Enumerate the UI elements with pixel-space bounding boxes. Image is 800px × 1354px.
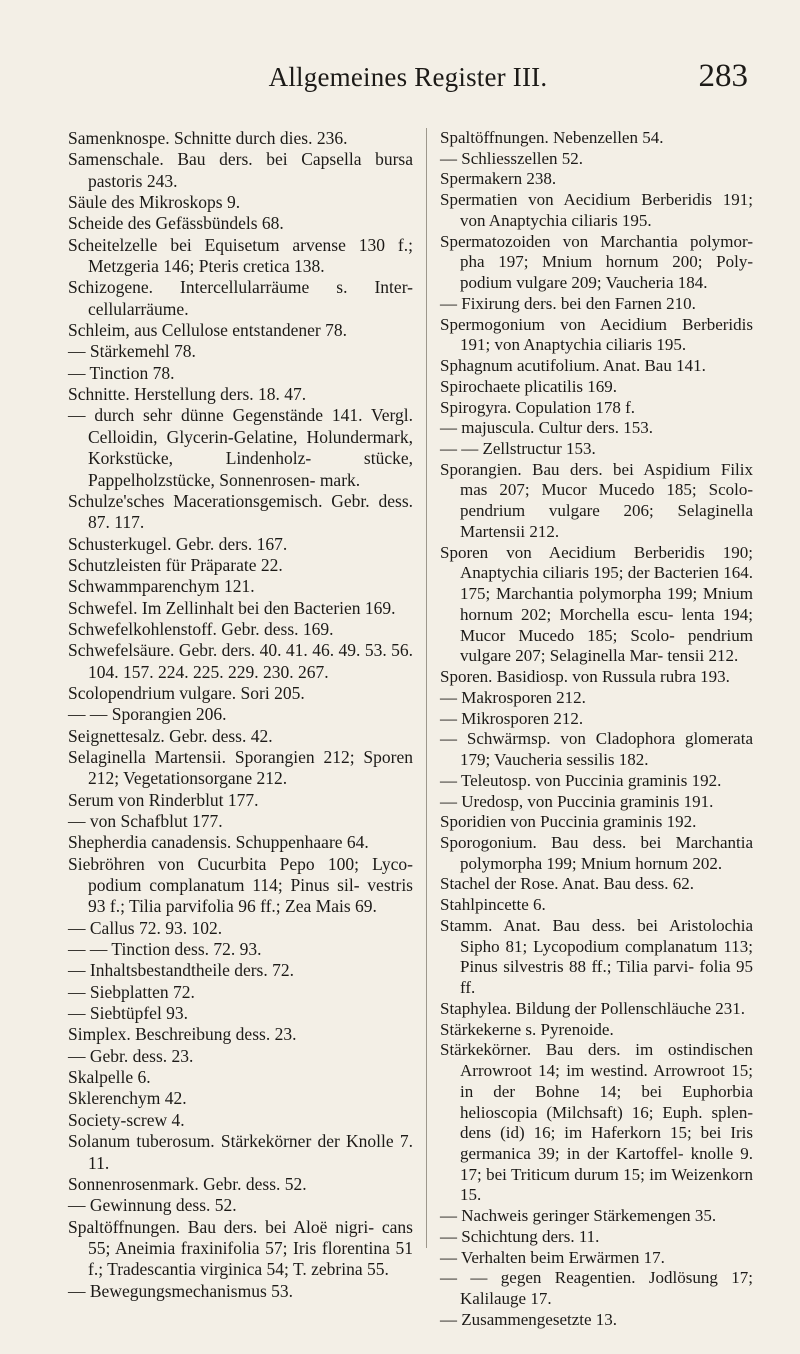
index-entry: — Callus 72. 93. 102. <box>68 917 223 938</box>
index-entry: Sporen von Aecidium Berberidis 190; Anaptychia ciliaris 195; der Bacterien 164. 175; Marchantia polymorpha 199; Mnium hornum 202; Morchella escu- lenta 194; Mucor Mucedo 185; Scolo- pendrium vulgare 207; Selaginella Mar- tensii 212. <box>440 542 753 666</box>
index-entry: Scheide des Gefässbündels 68. <box>68 213 284 234</box>
index-entry: — Zusammengesetzte 13. <box>440 1309 618 1329</box>
index-entry: — — Tinction dess. 72. 93. <box>68 939 262 960</box>
index-entry: Sporangien. Bau ders. bei Aspidium Filix mas 207; Mucor Mucedo 185; Scolo- pendrium vulgare 206; Selaginella Martensii 212. <box>440 459 753 541</box>
index-entry: Stärkekörner. Bau ders. im ostindischen Arrowroot 14; im westind. Arrowroot 15; in der Bohne 14; bei Euphorbia helioscopia (Milchsaft) 16; Euph. splen- dens (id) 16; im Haferkorn 15; bei Iris germanica 39; in der Kartoffel- knolle 9. 17; bei Triticum durum 15; im Weizenkorn 15. <box>440 1040 753 1205</box>
column-divider <box>426 128 427 1248</box>
index-entry: Spermakern 238. <box>440 169 557 189</box>
index-entry: Sporogonium. Bau dess. bei Marchantia polymorpha 199; Mnium hornum 202. <box>440 832 753 873</box>
index-entry: Schwefelsäure. Gebr. ders. 40. 41. 46. 49. 53. 56. 104. 157. 224. 225. 229. 230. 267. <box>68 640 413 682</box>
index-entry: — Siebplatten 72. <box>68 981 195 1002</box>
index-entry: — Siebtüpfel 93. <box>68 1003 189 1024</box>
index-entry: — Schichtung ders. 11. <box>440 1226 600 1246</box>
index-entry: — Schwärmsp. von Cladophora glomerata 179; Vaucheria sessilis 182. <box>440 729 753 770</box>
index-entry: Spaltöffnungen. Bau ders. bei Aloë nigri- cans 55; Aneimia fraxinifolia 57; Iris florentina 51 f.; Tradescantia virginica 54; T. zebrina 55. <box>68 1216 413 1280</box>
index-entry: Schwefel. Im Zellinhalt bei den Bacterien 169. <box>68 597 396 618</box>
index-entry: Schulze'sches Macerationsgemisch. Gebr. dess. 87. 117. <box>68 490 413 533</box>
index-entry: Schutzleisten für Präparate 22. <box>68 554 283 575</box>
index-entry: — Inhaltsbestandtheile ders. 72. <box>68 960 294 981</box>
index-entry: Schizogene. Intercellularräume s. Inter- cellularräume. <box>68 277 413 319</box>
index-entry: Scolopendrium vulgare. Sori 205. <box>68 682 305 703</box>
index-column-left <box>68 128 413 1302</box>
index-entry: Sphagnum acutifolium. Anat. Bau 141. <box>440 356 706 376</box>
index-entry: Spirochaete plicatilis 169. <box>440 376 618 396</box>
index-entry: Spermogonium von Aecidium Berberidis 191; von Anaptychia ciliaris 195. <box>440 314 753 355</box>
index-entry: — — gegen Reagentien. Jodlösung 17; Kalilauge 17. <box>440 1268 753 1309</box>
index-entry: Selaginella Martensii. Sporangien 212; Sporen 212; Vegetationsorgane 212. <box>68 746 413 789</box>
index-entry: Simplex. Beschreibung dess. 23. <box>68 1024 297 1045</box>
index-entry: Skalpelle 6. <box>68 1067 151 1088</box>
page-header <box>68 58 748 98</box>
index-entry: Society-screw 4. <box>68 1109 185 1130</box>
index-entry: — Uredosp, von Puccinia graminis 191. <box>440 791 714 811</box>
index-entry: Spaltöffnungen. Nebenzellen 54. <box>440 128 664 147</box>
index-entry: Schleim, aus Cellulose entstandener 78. <box>68 320 347 341</box>
index-entry: — durch sehr dünne Gegenstände 141. Vergl. Celloidin, Glycerin-Gelatine, Holundermark, Korkstücke, Lindenholz- stücke, Pappelholzstücke, Sonnenrosen- mark. <box>68 405 413 490</box>
index-entry: Samenschale. Bau ders. bei Capsella bursa pastoris 243. <box>68 149 413 191</box>
index-entry: Sporen. Basidiosp. von Russula rubra 193. <box>440 667 730 687</box>
index-entry: Spermatien von Aecidium Berberidis 191; von Anaptychia ciliaris 195. <box>440 190 753 230</box>
index-entry: Seignettesalz. Gebr. dess. 42. <box>68 725 273 746</box>
index-entry: Schwefelkohlenstoff. Gebr. dess. 169. <box>68 618 334 639</box>
index-entry: Schwammparenchym 121. <box>68 576 255 597</box>
index-entry: Siebröhren von Cucurbita Pepo 100; Lyco- podium complanatum 114; Pinus sil- vestris 93 f.; Tilia parvifolia 96 ff.; Zea Mais 69. <box>68 853 413 917</box>
index-entry: — Mikrosporen 212. <box>440 708 584 728</box>
index-entry: Spirogyra. Copulation 178 f. <box>440 397 636 417</box>
index-entry: Schnitte. Herstellung ders. 18. 47. <box>68 384 307 405</box>
index-entry: Staphylea. Bildung der Pollenschläuche 231. <box>440 998 745 1018</box>
index-entry: — Stärkemehl 78. <box>68 341 196 362</box>
index-entry: Scheitelzelle bei Equisetum arvense 130 f.; Metzgeria 146; Pteris cretica 138. <box>68 234 413 277</box>
index-entry: — — Zellstructur 153. <box>440 439 596 459</box>
index-entry: Sklerenchym 42. <box>68 1088 187 1109</box>
running-title: Allgemeines Register III. <box>268 62 548 92</box>
index-entry: — Tinction 78. <box>68 362 175 383</box>
index-entry: Serum von Rinderblut 177. <box>68 789 259 810</box>
index-entry: Schusterkugel. Gebr. ders. 167. <box>68 533 288 554</box>
index-column-right <box>440 128 753 1331</box>
index-entry: — Bewegungsmechanismus 53. <box>68 1280 294 1301</box>
index-entry: — Makrosporen 212. <box>440 687 586 707</box>
index-entry: Sporidien von Puccinia graminis 192. <box>440 812 697 832</box>
index-entry: Sonnenrosenmark. Gebr. dess. 52. <box>68 1173 307 1194</box>
index-entry: Spermatozoiden von Marchantia polymor- pha 197; Mnium hornum 200; Poly- podium vulgare 209; Vaucheria 184. <box>440 231 753 293</box>
index-entry: — Nachweis geringer Stärkemengen 35. <box>440 1206 717 1226</box>
index-entry: — Verhalten beim Erwärmen 17. <box>440 1247 665 1267</box>
index-entry: — Teleutosp. von Puccinia graminis 192. <box>440 770 722 790</box>
page-number: 283 <box>698 58 748 94</box>
index-entry: — majuscula. Cultur ders. 153. <box>440 418 653 438</box>
index-entry: Stärkekerne s. Pyrenoide. <box>440 1019 614 1039</box>
index-entry: — Gebr. dess. 23. <box>68 1045 194 1066</box>
index-entry: — Fixirung ders. bei den Farnen 210. <box>440 293 696 313</box>
index-entry: Stahlpincette 6. <box>440 895 546 915</box>
index-entry: Shepherdia canadensis. Schuppenhaare 64. <box>68 832 369 853</box>
index-entry: Stachel der Rose. Anat. Bau dess. 62. <box>440 874 695 894</box>
index-entry: — — Sporangien 206. <box>68 704 227 725</box>
index-entry: — Gewinnung dess. 52. <box>68 1195 237 1216</box>
index-entry: — von Schafblut 177. <box>68 811 223 831</box>
index-entry: — Schliesszellen 52. <box>440 148 584 168</box>
index-entry: Stamm. Anat. Bau dess. bei Aristolochia Sipho 81; Lycopodium complanatum 113; Pinus silvestris 88 ff.; Tilia parvi- folia 95 ff. <box>440 915 753 998</box>
index-entry: Solanum tuberosum. Stärkekörner der Knolle 7. 11. <box>68 1131 413 1173</box>
index-entry: Säule des Mikroskops 9. <box>68 192 241 213</box>
index-entry: Samenknospe. Schnitte durch dies. 236. <box>68 128 348 148</box>
